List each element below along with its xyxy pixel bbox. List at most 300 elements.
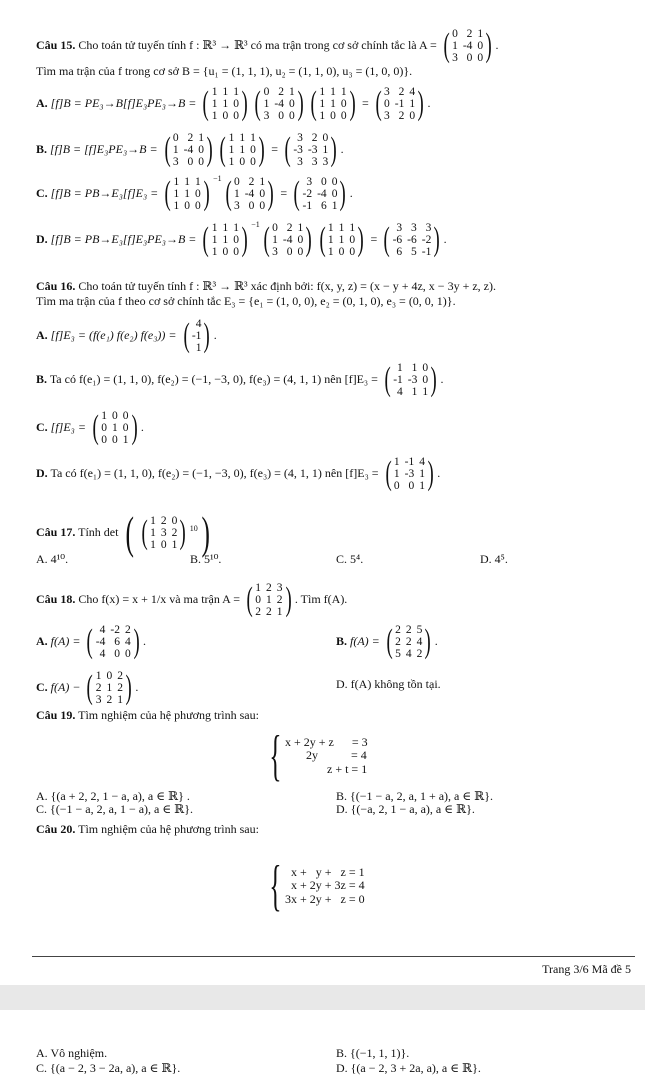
matrix-entry: 2: [106, 694, 113, 706]
q15-option-c[interactable]: C. [f]B = PB→E₃[f]E₃ = ( 1 1 1 1 1 0 1 0 0 ) $^{-1}$ ( 0 2 1 1 -4 0 3 0 0 ) = ( 3 0 0 -2 -4 0 -1 6 1 ) .: [36, 174, 353, 212]
q17-text: Tính det: [78, 524, 119, 539]
q16-text: Cho toán tử tuyến tính f : ℝ³ → ℝ³ xác định bởi: f(x, y, z) = (x − y + 4z, x − 3y + z, z).: [78, 279, 496, 293]
q17-option-b[interactable]: B. 5¹⁰.: [190, 552, 222, 566]
q20-option-b[interactable]: B. {(−1, 1, 1)}.: [336, 1046, 410, 1060]
matrix-entry: 1: [112, 422, 118, 434]
matrix-entry: 2: [405, 636, 412, 648]
matrix-entry: 0: [272, 222, 278, 234]
matrix-entry: 0: [233, 98, 239, 110]
matrix-entry: 4: [416, 636, 423, 648]
matrix-entry: -3: [404, 468, 415, 480]
matrix-entry: -4: [244, 188, 255, 200]
matrix-cells: [212, 222, 239, 258]
matrix-entry: 0: [452, 28, 458, 40]
q18-stem: [36, 582, 347, 618]
matrix-entry: 1: [228, 144, 235, 156]
q15-c-m2: ( 0 2 1 1 -4 0 3 0 0 ): [225, 175, 274, 212]
matrix-entry: -6: [407, 234, 417, 246]
q19-eq3: z + t = 1: [285, 762, 368, 776]
q20-option-d[interactable]: D. {(a − 2, 3 + 2a, a), a ∈ ℝ}.: [336, 1061, 481, 1075]
matrix-entry: 2: [466, 28, 473, 40]
matrix-entry: 4: [124, 636, 131, 648]
q19-text: Tìm nghiệm của hệ phương trình sau:: [78, 708, 259, 722]
matrix-cells: [393, 362, 428, 398]
q18-option-b[interactable]: B. f(A) = ( 2 2 5 2 2 4 5 4 2 ) .: [336, 623, 438, 660]
q19-eq1: x + 2y + z = 3: [285, 735, 368, 749]
q19-option-a[interactable]: A. {(a + 2, 2, 1 − a, a), a ∈ ℝ} .: [36, 789, 190, 803]
matrix-entry: 0: [409, 110, 416, 122]
matrix-entry: -2: [302, 188, 313, 200]
matrix-entry: 0: [263, 86, 270, 98]
q15-option-b[interactable]: B. [f]B = [f]E₃PE₃→B = ( 0 2 1 1 -4 0 3 0 0 ) ( 1 1 1 1 1 0 1 0 0 ) = ( 3 2 0 -3 -3 1 3 3 3 ) .: [36, 131, 344, 168]
q20-label: Câu 20.: [36, 822, 76, 836]
q19-label: Câu 19.: [36, 708, 76, 722]
matrix-entry: 1: [173, 200, 180, 212]
matrix-entry: 4: [419, 456, 425, 468]
matrix-entry: 1: [349, 222, 356, 234]
matrix-entry: 0: [233, 176, 240, 188]
matrix-cells: [192, 318, 202, 354]
matrix-cells: [452, 28, 483, 64]
matrix-entry: -1: [191, 330, 202, 342]
matrix-entry: 1: [255, 582, 262, 594]
matrix-entry: 0: [259, 188, 266, 200]
matrix-entry: 0: [114, 648, 120, 660]
matrix-entry: 2: [171, 527, 178, 539]
q16-a-label: A.: [36, 327, 48, 342]
matrix-entry: 1: [211, 110, 218, 122]
matrix-entry: 0: [222, 110, 229, 122]
matrix-entry: 3: [233, 200, 240, 212]
matrix-entry: -3: [407, 374, 418, 386]
q16-d-result: ( 1 -1 4 1 -3 1 0 0 1 ): [385, 455, 434, 492]
q15-option-a[interactable]: A. [f]B = PE₃→B[f]E₃PE₃→B = ( 1 1 1 1 1 0 1 0 0 ) ( 0 2 1 1 -4 0 3 0 0 ) ( 1 1 1 1 1 0 1 0 0 ) = ( 3 2 4 0 -1 1 3 2 0 ) .: [36, 85, 431, 122]
matrix-entry: 2: [405, 624, 412, 636]
q15-a-result: ( 3 2 4 0 -1 1 3 2 0 ): [375, 85, 424, 122]
q15-a-m2: ( 0 2 1 1 -4 0 3 0 0 ): [254, 85, 304, 122]
matrix-entry: 0: [233, 110, 239, 122]
matrix-entry: 0: [340, 110, 347, 122]
matrix-entry: 1: [228, 132, 235, 144]
matrix-entry: 0: [195, 200, 201, 212]
matrix-entry: 3: [322, 156, 329, 168]
matrix-entry: 1: [259, 176, 266, 188]
matrix-entry: 1: [117, 694, 124, 706]
matrix-entry: 1: [297, 222, 304, 234]
q16-c-label: C.: [36, 419, 48, 434]
q17-option-a[interactable]: A. 4¹⁰.: [36, 552, 69, 566]
matrix-entry: 4: [195, 318, 202, 330]
matrix-entry: -4: [282, 234, 293, 246]
matrix-entry: 6: [114, 636, 120, 648]
matrix-entry: 0: [124, 648, 131, 660]
matrix-entry: 0: [101, 434, 108, 446]
matrix-entry: 2: [398, 86, 405, 98]
matrix-entry: 0: [250, 156, 256, 168]
matrix-entry: 3: [276, 582, 283, 594]
q20-eq1: x + y + z = 1: [285, 865, 365, 879]
q18-option-a[interactable]: A. f(A) = ( 4 -2 2 -4 6 4 4 0 0 ) .: [36, 623, 147, 660]
matrix-entry: 3: [297, 132, 303, 144]
q15-c-result: ( 3 0 0 -2 -4 0 -1 6 1 ): [293, 175, 347, 212]
matrix-entry: -4: [317, 188, 327, 200]
matrix-entry: 0: [160, 539, 167, 551]
matrix-cells: [264, 86, 295, 122]
matrix-cells: [319, 86, 346, 122]
matrix-entry: -1: [404, 456, 415, 468]
matrix-entry: 0: [171, 515, 178, 527]
matrix-entry: 0: [338, 246, 345, 258]
matrix-entry: 2: [117, 670, 124, 682]
matrix-entry: 0: [195, 188, 201, 200]
matrix-entry: 0: [101, 422, 108, 434]
matrix-entry: 2: [255, 606, 262, 618]
matrix-cells: [293, 132, 328, 168]
q20-option-c[interactable]: C. {(a − 2, 3 − 2a, a), a ∈ ℝ}.: [36, 1061, 181, 1075]
matrix-entry: 3: [384, 86, 390, 98]
matrix-entry: 0: [122, 410, 129, 422]
q20-eq3: 3x + 2y + z = 0: [285, 892, 365, 906]
matrix-entry: 3: [297, 156, 303, 168]
q15-c-lhs: [f]B = PB→E₃[f]E₃ =: [50, 185, 159, 200]
matrix-entry: -6: [392, 234, 403, 246]
matrix-entry: 2: [278, 86, 284, 98]
matrix-entry: 1: [340, 86, 347, 98]
matrix-entry: 0: [408, 480, 415, 492]
q16-d-text: Ta có f(e₁) = (1, 1, 0), f(e₂) = (−1, −3, 0), f(e₃) = (4, 1, 1) nên [f]E₃ =: [50, 465, 379, 480]
matrix-entry: 1: [330, 98, 336, 110]
matrix-entry: 1: [319, 86, 326, 98]
matrix-entry: 1: [211, 98, 218, 110]
matrix-entry: 1: [222, 86, 229, 98]
matrix-entry: 2: [266, 606, 272, 618]
q16-b-text: Ta có f(e₁) = (1, 1, 0), f(e₂) = (−1, −3, 0), f(e₃) = (4, 1, 1) nên [f]E₃ =: [49, 371, 378, 386]
q15-d-label: D.: [36, 231, 48, 246]
matrix-entry: 1: [331, 200, 338, 212]
matrix-entry: 1: [211, 246, 218, 258]
matrix-entry: 2: [398, 110, 405, 122]
matrix-entry: 1: [171, 539, 178, 551]
matrix-entry: 1: [184, 176, 191, 188]
q16-b-result: ( 1 1 0 -1 -3 0 4 1 1 ): [384, 361, 437, 398]
matrix-entry: 1: [173, 188, 180, 200]
matrix-entry: 1: [198, 132, 204, 144]
q18-b-lhs: f(A) =: [350, 633, 380, 648]
matrix-entry: 4: [397, 386, 403, 398]
matrix-entry: -4: [95, 636, 106, 648]
matrix-entry: 1: [239, 144, 246, 156]
matrix-entry: 0: [248, 200, 255, 212]
q15-a-label: A.: [36, 95, 48, 110]
matrix-entry: 2: [248, 176, 255, 188]
q15-b-label: B.: [36, 141, 48, 156]
q18-c-result: ( 1 0 2 2 1 2 3 2 1 ): [86, 669, 132, 706]
matrix-cells: [173, 132, 204, 168]
q15-d-lhs: [f]B = PB→E₃[f]E₃PE₃→B =: [50, 231, 197, 246]
matrix-entry: -3: [293, 144, 303, 156]
matrix-entry: 0: [198, 156, 204, 168]
matrix-entry: 2: [395, 624, 401, 636]
matrix-entry: -4: [274, 98, 284, 110]
matrix-entry: 0: [198, 144, 204, 156]
q17-option-d[interactable]: D. 4⁵.: [480, 552, 508, 566]
matrix-entry: 1: [266, 594, 272, 606]
q15-a-m1: ( 1 1 1 1 1 0 1 0 0 ): [202, 85, 248, 122]
matrix-cells: [272, 222, 303, 258]
matrix-entry: 0: [330, 110, 336, 122]
q15-d-inverse: −1: [251, 220, 260, 229]
matrix-entry: 1: [327, 234, 334, 246]
q18-matrix-A: ( 1 2 3 0 1 2 2 2 1 ): [246, 581, 292, 618]
q15-a-lhs: [f]B = PE₃→B[f]E₃PE₃→B =: [50, 95, 197, 110]
q16-option-c[interactable]: C. [f]E₃ = ( 1 0 0 0 1 0 0 0 1 ) .: [36, 409, 144, 446]
matrix-entry: 1: [338, 234, 345, 246]
q15-b-m2: ( 1 1 1 1 1 0 1 0 0 ): [219, 131, 265, 168]
matrix-entry: 1: [222, 234, 229, 246]
matrix-cells: [395, 624, 422, 660]
matrix-entry: -4: [462, 40, 473, 52]
q16-option-a[interactable]: A. [f]E₃ = (f(e₁) f(e₂) f(e₃)) = ( 4 -1 1 ) .: [36, 317, 217, 354]
matrix-entry: 1: [409, 98, 416, 110]
matrix-cells: [150, 515, 177, 551]
matrix-entry: 1: [276, 606, 283, 618]
matrix-entry: 3: [311, 156, 318, 168]
matrix-entry: 0: [239, 156, 246, 168]
matrix-entry: 3: [272, 246, 278, 258]
matrix-entry: 1: [322, 144, 329, 156]
matrix-entry: 2: [124, 624, 131, 636]
matrix-entry: 0: [477, 40, 484, 52]
matrix-entry: 0: [297, 234, 304, 246]
matrix-entry: 3: [172, 156, 179, 168]
matrix-entry: 0: [259, 200, 266, 212]
matrix-entry: -4: [183, 144, 194, 156]
matrix-entry: 1: [122, 434, 129, 446]
matrix-entry: 0: [322, 132, 329, 144]
matrix-entry: 3: [160, 527, 167, 539]
matrix-entry: 0: [297, 246, 304, 258]
matrix-entry: 1: [211, 234, 218, 246]
q20-brace: {: [269, 855, 282, 917]
matrix-entry: 0: [286, 246, 293, 258]
matrix-entry: 1: [233, 86, 239, 98]
matrix-entry: 3: [384, 110, 390, 122]
matrix-entry: 1: [338, 222, 345, 234]
q16-b-label: B.: [36, 371, 48, 386]
matrix-entry: 0: [384, 98, 390, 110]
matrix-entry: 1: [239, 132, 246, 144]
q18-option-c[interactable]: C. f(A) − ( 1 0 2 2 1 2 3 2 1 ) .: [36, 669, 139, 706]
matrix-entry: 4: [99, 648, 106, 660]
q19-eq2: 2y = 4: [285, 748, 367, 762]
matrix-entry: 0: [184, 200, 191, 212]
matrix-entry: 0: [112, 410, 118, 422]
matrix-entry: -1: [393, 374, 403, 386]
matrix-entry: 1: [477, 28, 484, 40]
q15-text: Cho toán tử tuyến tính f : ℝ³ → ℝ³ có ma trận trong cơ sở chính tắc là A =: [78, 37, 437, 52]
matrix-entry: 3: [411, 222, 417, 234]
matrix-entry: 0: [331, 188, 338, 200]
q18-c-label: C.: [36, 679, 48, 694]
q16-c-lhs: [f]E₃ =: [50, 419, 86, 434]
q17-stem: [36, 507, 214, 558]
q15-c-label: C.: [36, 185, 48, 200]
q15-option-d[interactable]: D. [f]B = PB→E₃[f]E₃PE₃→B = ( 1 1 1 1 1 0 1 0 0 ) $^{-1}$ ( 0 2 1 1 -4 0 3 0 0 ) ( 1 1 1 1 1 0 1 0 0 ) = ( 3 3 3 -6 -6 -2 6 5 -1 ) .: [36, 220, 447, 258]
matrix-entry: 1: [106, 682, 113, 694]
q15-label: Câu 15.: [36, 37, 76, 52]
q15-c-m1: ( 1 1 1 1 1 0 1 0 0 ): [164, 175, 210, 212]
matrix-entry: 3: [396, 222, 403, 234]
matrix-entry: 0: [393, 480, 400, 492]
q16-option-d[interactable]: D. Ta có f(e₁) = (1, 1, 0), f(e₂) = (−1, −3, 0), f(e₃) = (4, 1, 1) nên [f]E₃ = ( 1 -1 4 1 -3 1 0 0 1 ) .: [36, 455, 441, 492]
matrix-entry: 2: [395, 636, 401, 648]
matrix-cells: [174, 176, 201, 212]
matrix-cells: [234, 176, 265, 212]
q17-label: Câu 17.: [36, 524, 76, 539]
matrix-entry: 2: [276, 594, 283, 606]
matrix-entry: 0: [187, 156, 194, 168]
q20-eq2: x + 2y + 3z = 4: [285, 878, 365, 892]
matrix-entry: 1: [173, 176, 180, 188]
matrix-entry: 0: [349, 234, 356, 246]
q15-a-m3: ( 1 1 1 1 1 0 1 0 0 ): [310, 85, 356, 122]
matrix-entry: 0: [278, 110, 284, 122]
matrix-entry: 0: [477, 52, 484, 64]
matrix-entry: 0: [250, 144, 256, 156]
matrix-entry: 0: [233, 246, 239, 258]
q18-a-result: ( 4 -2 2 -4 6 4 4 0 0 ): [86, 623, 140, 660]
q18-b-label: B.: [336, 633, 348, 648]
matrix-entry: -1: [302, 200, 313, 212]
q15-b-result: ( 3 2 0 -3 -3 1 3 3 3 ): [284, 131, 338, 168]
q18-text: Cho f(x) = x + 1/x và ma trận A =: [78, 591, 240, 606]
q15-d-m2: ( 0 2 1 1 -4 0 3 0 0 ): [263, 221, 312, 258]
matrix-entry: 3: [95, 694, 102, 706]
matrix-cells: [212, 86, 239, 122]
q19-option-b[interactable]: B. {(−1 − a, 2, a, 1 + a), a ∈ ℝ}.: [336, 789, 493, 803]
matrix-entry: 5: [411, 246, 417, 258]
q20-option-a[interactable]: A. Vô nghiệm.: [36, 1046, 108, 1060]
matrix-entry: 1: [95, 670, 102, 682]
matrix-entry: 1: [211, 222, 218, 234]
matrix-entry: 1: [330, 86, 336, 98]
q16-option-b[interactable]: B. Ta có f(e₁) = (1, 1, 0), f(e₂) = (−1, −3, 0), f(e₃) = (4, 1, 1) nên [f]E₃ = ( 1 1 0 -1 -3 0 4 1 1 ) .: [36, 361, 444, 398]
matrix-entry: 3: [452, 52, 458, 64]
matrix-entry: -2: [421, 234, 432, 246]
q15-matrix-A: ( 0 2 1 1 -4 0 3 0 0 ): [443, 27, 492, 64]
matrix-entry: 1: [419, 480, 425, 492]
q18-label: Câu 18.: [36, 591, 76, 606]
q15-b-m1: ( 0 2 1 1 -4 0 3 0 0 ): [164, 131, 213, 168]
q15-d-m3: ( 1 1 1 1 1 0 1 0 0 ): [319, 221, 364, 258]
matrix-entry: 1: [419, 468, 425, 480]
matrix-entry: 3: [425, 222, 432, 234]
matrix-cells: [229, 132, 256, 168]
q17-expression: ( ( 1 2 0 1 3 2 1 0 1 ) 10 ): [125, 507, 210, 558]
matrix-entry: 1: [272, 234, 278, 246]
q19-stem: [36, 708, 259, 722]
matrix-entry: 1: [172, 144, 179, 156]
matrix-entry: -1: [421, 246, 432, 258]
footer-rule: [32, 956, 635, 957]
matrix-entry: 1: [233, 222, 239, 234]
matrix-entry: 1: [228, 156, 235, 168]
matrix-entry: 2: [416, 648, 423, 660]
q20-text: Tìm nghiệm của hệ phương trình sau:: [78, 822, 259, 836]
page-footer: Trang 3/6 Mã đề 5: [542, 962, 631, 976]
q16-stem: [36, 279, 496, 293]
matrix-entry: 0: [288, 98, 295, 110]
q16-a-lhs: [f]E₃ = (f(e₁) f(e₂) f(e₃)) =: [50, 327, 177, 342]
matrix-cells: [303, 176, 338, 212]
matrix-cells: [96, 670, 123, 706]
q18-tail: . Tìm f(A).: [294, 591, 348, 606]
q16-label: Câu 16.: [36, 279, 76, 293]
page-4-top: [0, 1010, 645, 1085]
matrix-entry: 1: [195, 176, 201, 188]
q15-line2: Tìm ma trận của f trong cơ sở B = {u₁ = (1, 1, 1), u₂ = (1, 1, 0), u₃ = (1, 0, 0)}.: [36, 64, 413, 78]
matrix-entry: 1: [319, 98, 326, 110]
q19-option-c[interactable]: C. {(−1 − a, 2, a, 1 − a), a ∈ ℝ}.: [36, 802, 193, 816]
matrix-cells: [328, 222, 355, 258]
matrix-entry: 0: [422, 374, 429, 386]
matrix-entry: 2: [160, 515, 167, 527]
q19-option-d[interactable]: D. {(−a, 2, 1 − a, a), a ∈ ℝ}.: [336, 802, 475, 816]
matrix-entry: 0: [340, 98, 347, 110]
q16-line2: Tìm ma trận của f theo cơ sở chính tắc E₃ = {e₁ = (1, 0, 0), e₂ = (0, 1, 0), e₃ = (0, 0, 1)}.: [36, 294, 456, 308]
matrix-entry: 1: [263, 98, 270, 110]
matrix-entry: 1: [222, 222, 229, 234]
matrix-entry: 1: [222, 98, 229, 110]
matrix-entry: 1: [101, 410, 108, 422]
matrix-entry: 4: [99, 624, 106, 636]
matrix-entry: 0: [106, 670, 113, 682]
matrix-entry: 6: [396, 246, 403, 258]
q17-option-c[interactable]: C. 5⁴.: [336, 552, 364, 566]
matrix-entry: -3: [307, 144, 318, 156]
q15-d-result: ( 3 3 3 -6 -6 -2 6 5 -1 ): [383, 221, 441, 258]
matrix-entry: 2: [266, 582, 272, 594]
matrix-entry: 0: [288, 110, 295, 122]
q15-c-inverse: −1: [213, 174, 222, 183]
q18-b-result: ( 2 2 5 2 2 4 5 4 2 ): [386, 623, 432, 660]
q15-d-m1: ( 1 1 1 1 1 0 1 0 0 ): [202, 221, 248, 258]
matrix-entry: 2: [95, 682, 102, 694]
matrix-entry: 4: [409, 86, 416, 98]
matrix-cells: [393, 222, 432, 258]
matrix-cells: [101, 410, 128, 446]
matrix-entry: 0: [255, 594, 262, 606]
matrix-entry: 2: [286, 222, 293, 234]
matrix-entry: 0: [222, 246, 229, 258]
q18-option-d[interactable]: D. f(A) không tồn tại.: [336, 677, 441, 691]
matrix-entry: 3: [263, 110, 270, 122]
matrix-entry: 1: [327, 222, 334, 234]
q19-brace: {: [269, 725, 282, 787]
q15-stem: Câu 15. Cho toán tử tuyến tính f : ℝ³ → ℝ³ có ma trận trong cơ sở chính tắc là A = ( 0 2 1 1 -4 0 3 0 0 ) .: [36, 27, 499, 64]
q15-b-lhs: [f]B = [f]E₃PE₃→B =: [50, 141, 158, 156]
matrix-entry: 6: [320, 200, 327, 212]
matrix-entry: 0: [122, 422, 129, 434]
matrix-entry: 1: [393, 456, 400, 468]
matrix-entry: 0: [349, 246, 356, 258]
page-gap: [0, 985, 645, 1010]
matrix-entry: 0: [112, 434, 118, 446]
q16-c-result: ( 1 0 0 0 1 0 0 0 1 ): [92, 409, 138, 446]
matrix-entry: 1: [288, 86, 295, 98]
matrix-entry: 0: [233, 234, 239, 246]
q20-stem: [36, 822, 259, 836]
